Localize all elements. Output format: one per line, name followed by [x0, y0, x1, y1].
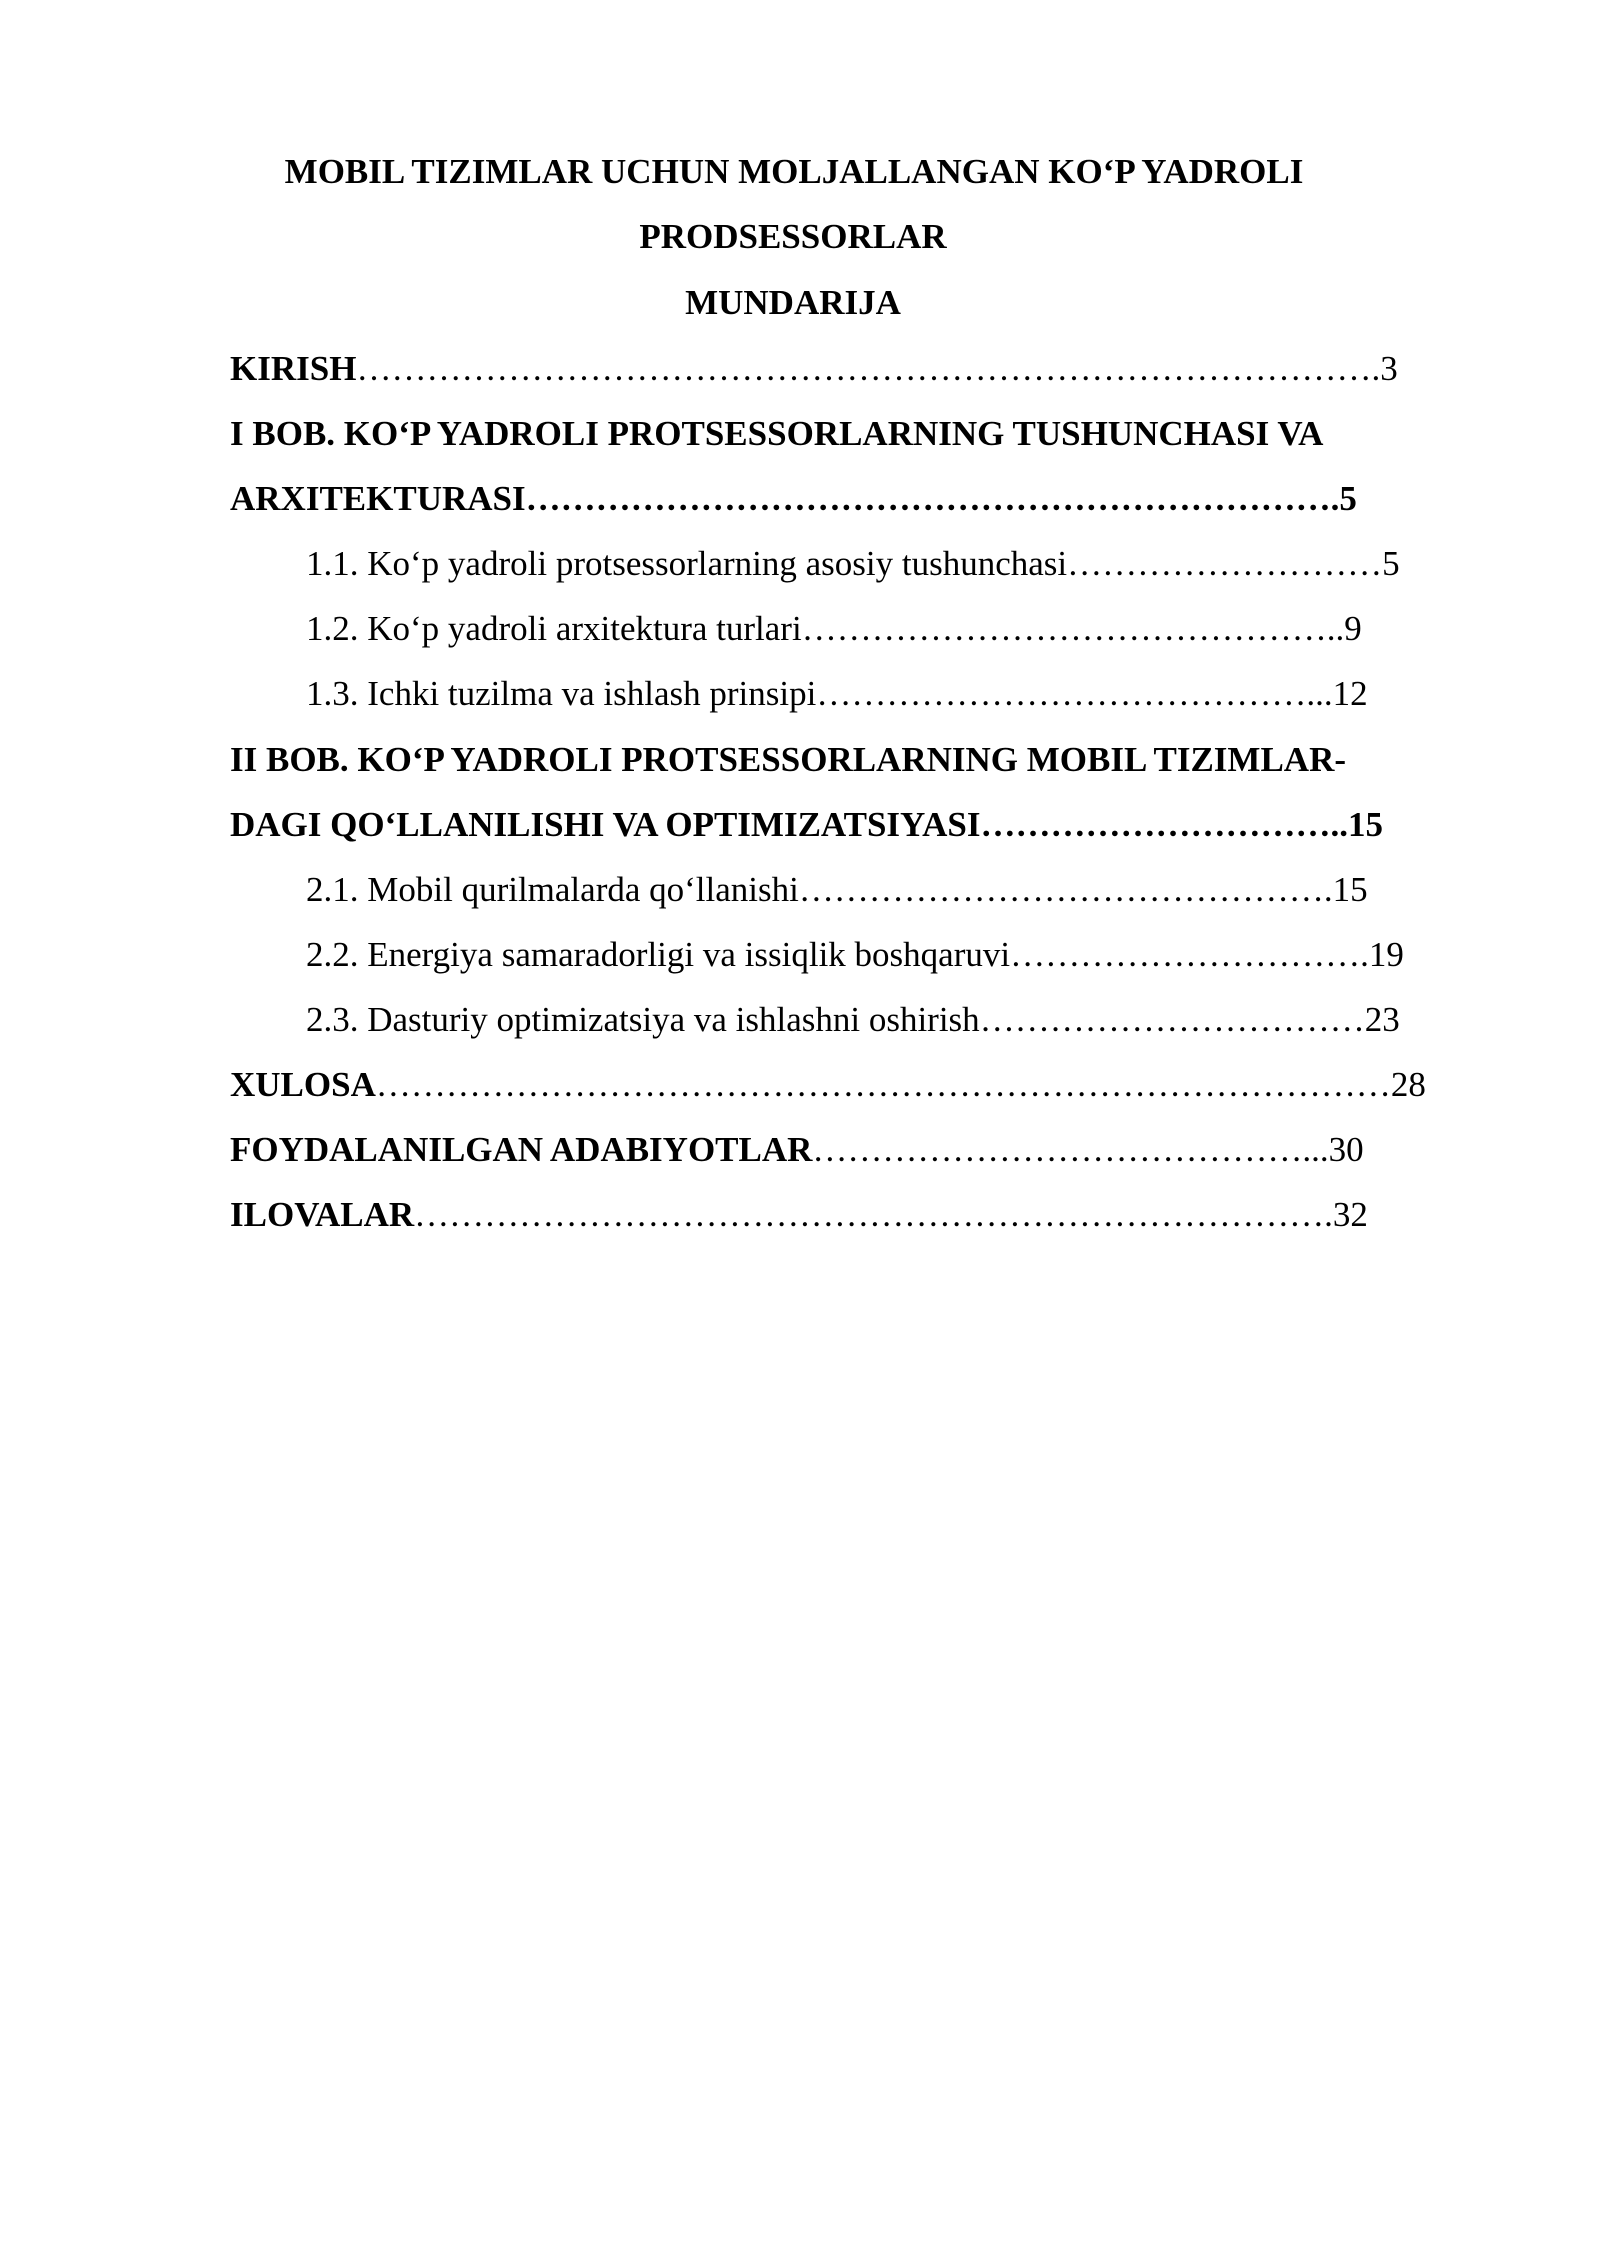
toc-entry-title: ARXITEKTURASI	[230, 479, 526, 518]
toc-entry-chapter-1	[230, 412, 1323, 456]
toc-entry-title: 2.2. Energiya samaradorligi va issiqlik boshqaruvi	[306, 935, 1011, 974]
toc-leader: …………………………………………………………………………….	[356, 349, 1381, 388]
toc-page-number: 15	[1332, 870, 1368, 909]
toc-heading: MUNDARIJA	[685, 283, 901, 322]
toc-leader: ……………………………………………………………………………	[375, 1065, 1391, 1104]
toc-entry-chapter-2	[230, 738, 1346, 782]
toc-entry-title: DAGI QO‘LLANILISHI VA OPTIMIZATSIYASI	[230, 805, 981, 844]
toc-entry-section-2-2	[306, 933, 1404, 977]
document-title-line-2: PRODSESSORLAR	[639, 217, 947, 256]
toc-entry-kirish	[230, 347, 1398, 391]
toc-page-number: 5	[1339, 479, 1357, 518]
toc-entry-section-1-1	[306, 542, 1400, 586]
toc-page-number: 19	[1368, 935, 1404, 974]
toc-page-number: 32	[1332, 1195, 1368, 1234]
toc-entry-chapter-1-cont	[230, 477, 1357, 521]
toc-entry-title: KIRISH	[230, 349, 357, 388]
toc-entry-adabiyotlar	[230, 1128, 1364, 1172]
toc-page-number: 28	[1390, 1065, 1426, 1104]
toc-page-number: 23	[1364, 1000, 1400, 1039]
toc-entry-title: FOYDALANILGAN ADABIYOTLAR	[230, 1130, 813, 1169]
toc-leader: ……………………………………...	[812, 1130, 1329, 1169]
toc-entry-section-1-3	[306, 672, 1368, 716]
toc-entry-title: 1.2. Ko‘p yadroli arxitektura turlari	[306, 609, 802, 648]
toc-page-number: 5	[1382, 544, 1400, 583]
toc-leader: ………………………….	[1010, 935, 1369, 974]
toc-page-number: 15	[1347, 805, 1383, 844]
toc-entry-title: II BOB. KO‘P YADROLI PROTSESSORLARNING MOBIL TIZIMLAR-	[230, 740, 1347, 779]
toc-leader: ………………………………………..	[801, 609, 1345, 648]
toc-entry-xulosa	[230, 1063, 1426, 1107]
toc-leader: ……………………………	[979, 1000, 1365, 1039]
toc-entry-title: 2.3. Dasturiy optimizatsiya va ishlashni oshirish	[306, 1000, 980, 1039]
toc-leader: ………………………	[1067, 544, 1383, 583]
toc-entry-title: 1.1. Ko‘p yadroli protsessorlarning asosiy tushunchasi	[306, 544, 1068, 583]
toc-entry-chapter-2-cont	[230, 803, 1383, 847]
toc-page-number: 30	[1328, 1130, 1364, 1169]
toc-entry-section-1-2	[306, 607, 1362, 651]
toc-entry-section-2-1	[306, 868, 1368, 912]
toc-leader: …………………………………………………………………….	[414, 1195, 1333, 1234]
toc-entry-title: I BOB. KO‘P YADROLI PROTSESSORLARNING TUSHUNCHASI VA	[230, 414, 1324, 453]
toc-entry-title: 2.1. Mobil qurilmalarda qo‘llanishi	[306, 870, 799, 909]
toc-page-number: 9	[1344, 609, 1362, 648]
document-title-line-1: MOBIL TIZIMLAR UCHUN MOLJALLANGAN KO‘P YADROLI	[284, 152, 1304, 191]
toc-leader: …………………………………………………………….	[525, 479, 1340, 518]
toc-leader: ……………………………………….	[798, 870, 1333, 909]
toc-leader: …………………………..	[980, 805, 1348, 844]
toc-page-number: 3	[1380, 349, 1398, 388]
toc-entry-ilovalar	[230, 1193, 1368, 1237]
toc-page-number: 12	[1332, 674, 1368, 713]
toc-entry-title: XULOSA	[230, 1065, 376, 1104]
toc-leader: ……………………………………...	[816, 674, 1333, 713]
toc-entry-title: ILOVALAR	[230, 1195, 415, 1234]
toc-entry-section-2-3	[306, 998, 1400, 1042]
toc-entry-title: 1.3. Ichki tuzilma va ishlash prinsipi	[306, 674, 817, 713]
